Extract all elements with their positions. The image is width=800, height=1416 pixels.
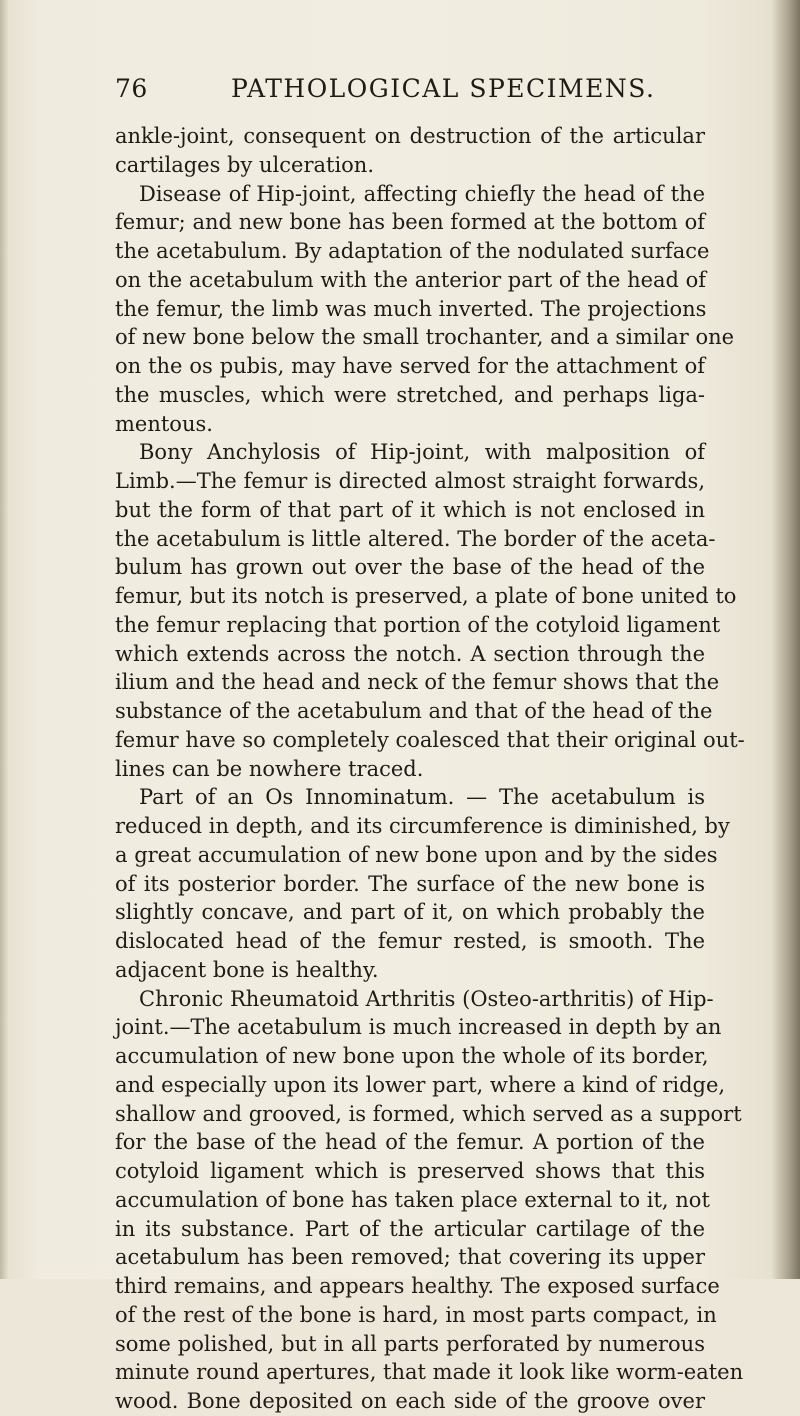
text-line: the acetabulum is little altered. The border of the aceta- — [115, 526, 716, 551]
text-line: third remains, and appears healthy. The exposed surface — [115, 1274, 720, 1298]
text-line: substance of the acetabulum and that of the head of the — [115, 699, 713, 723]
text-line: for the base of the head of the femur. A portion of the — [115, 1130, 705, 1155]
text-line: dislocated head of the femur rested, is smooth. The — [115, 929, 705, 953]
text-line: the muscles, which were stretched, and perhaps liga- — [115, 382, 705, 407]
page-binding-shadow — [772, 0, 800, 1279]
text-line: reduced in depth, and its circumference is diminished, by — [115, 814, 730, 838]
page-number: 76 — [115, 74, 148, 103]
text-line: lines can be nowhere traced. — [115, 756, 424, 781]
text-line: ilium and the head and neck of the femur shows that the — [115, 670, 720, 695]
text-line: some polished, but in all parts perforated by numerous — [115, 1331, 705, 1356]
text-line: wood. Bone deposited on each side of the groove over — [115, 1389, 705, 1413]
running-title: PATHOLOGICAL SPECIMENS. — [231, 74, 656, 103]
page-left-edge — [0, 0, 8, 1279]
text-line: femur have so completely coalesced that their original out- — [115, 727, 745, 752]
text-line: slightly concave, and part of it, on which probably the — [115, 900, 705, 925]
text-line: joint.—The acetabulum is much increased in depth by an — [115, 1015, 722, 1040]
running-head — [0, 74, 800, 106]
text-line: Part of an Os Innominatum. — The acetabulum is — [139, 785, 705, 810]
text-line: on the os pubis, may have served for the attachment of — [115, 354, 705, 378]
text-line: accumulation of new bone upon the whole of its border, — [115, 1044, 709, 1068]
text-line: ankle-joint, consequent on destruction of the articular — [115, 124, 705, 148]
text-line: acetabulum has been removed; that covering its upper — [115, 1245, 705, 1270]
text-line: and especially upon its lower part, where a kind of ridge, — [115, 1072, 726, 1097]
text-line: femur; and new bone has been formed at the bottom of — [115, 210, 705, 235]
text-line: but the form of that part of it which is not enclosed in — [115, 497, 705, 522]
text-line: Limb.—The femur is directed almost straight forwards, — [115, 469, 705, 493]
text-line: Chronic Rheumatoid Arthritis (Osteo-arthritis) of Hip- — [139, 986, 714, 1011]
text-line: on the acetabulum with the anterior part of the head of — [115, 267, 707, 292]
text-line: mentous. — [115, 411, 213, 436]
text-line: cotyloid ligament which is preserved shows that this — [115, 1159, 705, 1183]
text-line: of the rest of the bone is hard, in most parts compact, in — [115, 1302, 717, 1327]
text-line: cartilages by ulceration. — [115, 152, 375, 177]
text-line: accumulation of bone has taken place external to it, not — [115, 1187, 710, 1212]
text-line: shallow and grooved, is formed, which served as a support — [115, 1101, 742, 1126]
text-line: femur, but its notch is preserved, a plate of bone united to — [115, 584, 737, 608]
text-line: adjacent bone is healthy. — [115, 957, 379, 982]
text-line: minute round apertures, that made it look like worm-eaten — [115, 1360, 744, 1385]
text-line: of new bone below the small trochanter, and a similar one — [115, 325, 735, 350]
text-line: of its posterior border. The surface of the new bone is — [115, 871, 705, 896]
text-line: Bony Anchylosis of Hip-joint, with malposition of — [139, 440, 705, 465]
text-line: the femur, the limb was much inverted. The projections — [115, 296, 707, 321]
text-line: the acetabulum. By adaptation of the nodulated surface — [115, 239, 710, 263]
text-line: bulum has grown out over the base of the head of the — [115, 555, 705, 580]
body-text — [115, 122, 745, 1416]
text-line: Disease of Hip-joint, affecting chiefly the head of the — [139, 181, 705, 206]
text-line: in its substance. Part of the articular cartilage of the — [115, 1216, 705, 1241]
text-line: a great accumulation of new bone upon and by the sides — [115, 842, 718, 867]
text-line: which extends across the notch. A section through the — [115, 641, 705, 666]
text-line: the femur replacing that portion of the cotyloid ligament — [115, 612, 721, 637]
